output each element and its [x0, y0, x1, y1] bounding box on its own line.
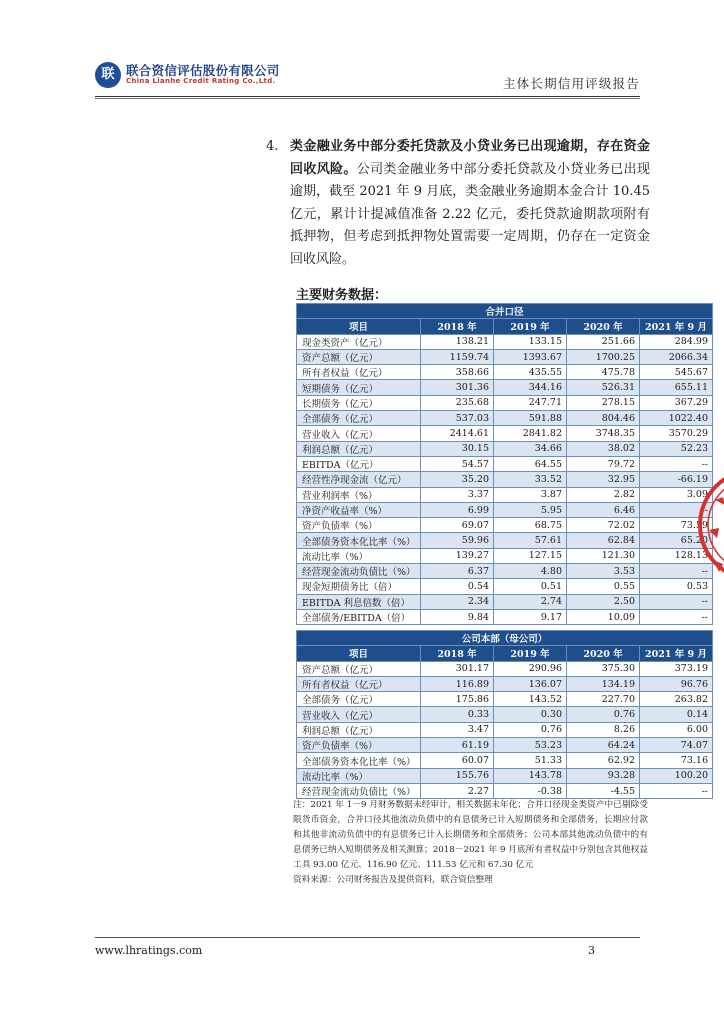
table-cell: 247.71 [494, 395, 567, 410]
table-cell: 10.09 [567, 609, 640, 624]
table-row [297, 753, 713, 768]
table-cell: 2066.34 [640, 349, 713, 364]
column-header: 2021 年 9 月 [640, 646, 713, 661]
row-label: 净资产收益率（%） [297, 502, 421, 517]
table-cell: 1393.67 [494, 349, 567, 364]
section-header: 公司本部（母公司） [297, 631, 713, 646]
table-cell: 127.15 [494, 548, 567, 563]
column-header: 2019 年 [494, 319, 567, 334]
table-cell: 0.53 [640, 579, 713, 594]
row-label: EBITDA（亿元） [297, 456, 421, 471]
table-cell: 3748.35 [567, 426, 640, 441]
table-cell: 59.96 [421, 533, 494, 548]
table-cell: 375.30 [567, 661, 640, 676]
table-cell: 138.21 [421, 334, 494, 349]
table-cell: -0.38 [494, 783, 567, 798]
table-cell: 6.99 [421, 502, 494, 517]
table-cell: -66.19 [640, 472, 713, 487]
table-cell: 3.09 [640, 487, 713, 502]
data-source: 资料来源：公司财务报告及提供资料，联合资信整理 [293, 875, 493, 885]
table-cell: 155.76 [421, 768, 494, 783]
table-cell: 2.27 [421, 783, 494, 798]
parent-financial-table [296, 630, 713, 799]
column-header: 2020 年 [567, 646, 640, 661]
company-name-en: China Lianhe Credit Rating Co.,Ltd. [126, 77, 276, 85]
table-cell: 3.53 [567, 564, 640, 579]
table-cell: 116.89 [421, 676, 494, 691]
row-label: 经营现金流动负债比（%） [297, 783, 421, 798]
table-row [297, 548, 713, 563]
row-label: 流动比率（%） [297, 548, 421, 563]
table-cell: -- [640, 783, 713, 798]
row-label: EBITDA 利息倍数（倍） [297, 594, 421, 609]
table-header-row [297, 319, 713, 334]
table-cell: 38.02 [567, 441, 640, 456]
table-cell: 134.19 [567, 676, 640, 691]
table-cell: 8.26 [567, 722, 640, 737]
table-cell: 62.84 [567, 533, 640, 548]
table-row [297, 426, 713, 441]
table-row [297, 594, 713, 609]
table-cell: 35.20 [421, 472, 494, 487]
table-cell: 284.99 [640, 334, 713, 349]
table-cell: 73.59 [640, 518, 713, 533]
table-cell: 54.57 [421, 456, 494, 471]
row-label: 现金类资产（亿元） [297, 334, 421, 349]
column-header: 2020 年 [567, 319, 640, 334]
table-cell: 51.33 [494, 753, 567, 768]
table-cell: 0.76 [494, 722, 567, 737]
row-label: 短期债务（亿元） [297, 380, 421, 395]
table-note: 注：2021 年 1－9 月财务数据未经审计，相关数据未年化；合并口径现金类资产中已剔除受限货币资金，合并口径其他流动负债中的有息债务已计入短期债务和全部债务，长期应付款和其他非流动负债中的有息债务已计入长期债务和全部债务；公司本部其他流动负债中的有息债务已纳入短期债务及相关测算；2018－2021 年 9 月底所有者权益中分别包含其他权益工具 93.00 亿元、116.90 亿元、111.53 亿元和 67.30 亿元 [293, 800, 648, 870]
column-header: 项目 [297, 646, 421, 661]
table-cell: 3.47 [421, 722, 494, 737]
table-cell: 301.36 [421, 380, 494, 395]
table-cell: 0.54 [421, 579, 494, 594]
table-cell: 133.15 [494, 334, 567, 349]
table-row [297, 441, 713, 456]
table-row [297, 609, 713, 624]
table-row [297, 783, 713, 798]
table-cell: 121.30 [567, 548, 640, 563]
table-row [297, 707, 713, 722]
table-cell: 65.20 [640, 533, 713, 548]
row-label: 全部债务/EBITDA（倍） [297, 609, 421, 624]
table-cell: 79.72 [567, 456, 640, 471]
table-cell: 100.20 [640, 768, 713, 783]
table-row [297, 349, 713, 364]
row-label: 全部债务资本化比率（%） [297, 753, 421, 768]
table-cell: 30.15 [421, 441, 494, 456]
row-label: 长期债务（亿元） [297, 395, 421, 410]
row-label: 资产总额（亿元） [297, 349, 421, 364]
table-cell: 373.19 [640, 661, 713, 676]
row-label: 经营现金流动负债比（%） [297, 564, 421, 579]
table-cell: 804.46 [567, 411, 640, 426]
table-cell: 5.95 [494, 502, 567, 517]
table-cell: 1159.74 [421, 349, 494, 364]
report-type: 主体长期信用评级报告 [502, 76, 640, 91]
row-label: 营业利润率（%） [297, 487, 421, 502]
table-cell: 278.15 [567, 395, 640, 410]
row-label: 所有者权益（亿元） [297, 365, 421, 380]
table-cell: -- [640, 594, 713, 609]
header-divider-thin [95, 98, 640, 99]
table-cell: 32.95 [567, 472, 640, 487]
row-label: 资产总额（亿元） [297, 661, 421, 676]
table-cell: 69.07 [421, 518, 494, 533]
row-label: 利润总额（亿元） [297, 722, 421, 737]
column-header: 2018 年 [421, 646, 494, 661]
table-cell: 2.74 [494, 594, 567, 609]
table-cell: 0.55 [567, 579, 640, 594]
table-cell: 0.33 [421, 707, 494, 722]
table-cell: 4.80 [494, 564, 567, 579]
table-cell: 227.70 [567, 692, 640, 707]
table-row [297, 395, 713, 410]
table-cell: 2.82 [567, 487, 640, 502]
table-cell: 52.23 [640, 441, 713, 456]
table-row [297, 579, 713, 594]
table-cell: 74.07 [640, 738, 713, 753]
section-header: 合并口径 [297, 304, 713, 319]
table-cell: 72.02 [567, 518, 640, 533]
table-row [297, 768, 713, 783]
table-cell: -- [640, 456, 713, 471]
table-cell: -- [640, 502, 713, 517]
row-label: 现金短期债务比（倍） [297, 579, 421, 594]
table-cell: 9.17 [494, 609, 567, 624]
table-cell: 143.52 [494, 692, 567, 707]
table-cell: 9.84 [421, 609, 494, 624]
table-cell: 33.52 [494, 472, 567, 487]
row-label: 营业收入（亿元） [297, 707, 421, 722]
table-cell: 68.75 [494, 518, 567, 533]
table-header-row [297, 646, 713, 661]
paragraph-number: 4. [266, 139, 279, 154]
page-header [95, 58, 640, 94]
row-label: 资产负债率（%） [297, 738, 421, 753]
row-label: 全部债务资本化比率（%） [297, 533, 421, 548]
table-cell: -- [640, 609, 713, 624]
table-row [297, 722, 713, 737]
table-row [297, 472, 713, 487]
table-cell: 6.46 [567, 502, 640, 517]
table-row [297, 456, 713, 471]
table-cell: 57.61 [494, 533, 567, 548]
table-cell: 235.68 [421, 395, 494, 410]
table-row [297, 738, 713, 753]
company-name-cn: 联合资信评估股份有限公司 [126, 63, 280, 78]
table-row [297, 533, 713, 548]
table-cell: 143.78 [494, 768, 567, 783]
paragraph-heading: 类金融业务中部分委托贷款及小贷业务已出现逾期，存在资金回收风险。 [290, 139, 650, 177]
table-cell: 526.31 [567, 380, 640, 395]
table-cell: 128.13 [640, 548, 713, 563]
risk-paragraph [266, 136, 650, 271]
table-row [297, 411, 713, 426]
table-cell: 6.00 [640, 722, 713, 737]
row-label: 全部债务（亿元） [297, 411, 421, 426]
table-cell: 537.03 [421, 411, 494, 426]
company-logo-icon: 联 [95, 62, 121, 88]
table-row [297, 518, 713, 533]
table-cell: 435.55 [494, 365, 567, 380]
table-cell: 1700.25 [567, 349, 640, 364]
table-cell: 290.96 [494, 661, 567, 676]
table-cell: 2.50 [567, 594, 640, 609]
row-label: 所有者权益（亿元） [297, 676, 421, 691]
table-cell: 3.87 [494, 487, 567, 502]
footer-divider [95, 937, 640, 938]
row-label: 经营性净现金流（亿元） [297, 472, 421, 487]
table-cell: 0.51 [494, 579, 567, 594]
table-cell: 358.66 [421, 365, 494, 380]
column-header: 2018 年 [421, 319, 494, 334]
table-cell: 53.23 [494, 738, 567, 753]
table-cell: 251.66 [567, 334, 640, 349]
row-label: 利润总额（亿元） [297, 441, 421, 456]
table-cell: 0.14 [640, 707, 713, 722]
table-cell: -4.55 [567, 783, 640, 798]
table-cell: 344.16 [494, 380, 567, 395]
table-cell: 93.28 [567, 768, 640, 783]
table-cell: 1022.40 [640, 411, 713, 426]
table-cell: 62.92 [567, 753, 640, 768]
table-cell: 2414.61 [421, 426, 494, 441]
paragraph-body: 公司类金融业务中部分委托贷款及小贷业务已出现逾期，截至 2021 年 9 月底，类金融业务逾期本金合计 10.45 亿元，累计计提减值准备 2.22 亿元，委托贷款逾期款项附有抵押物，但考虑到抵押物处置需要一定周期，仍存在一定资金回收风险。 [290, 161, 650, 267]
table-cell: 34.66 [494, 441, 567, 456]
seal-stamp-icon [695, 440, 724, 610]
table-cell: 175.86 [421, 692, 494, 707]
table-row [297, 380, 713, 395]
consolidated-financial-table [296, 303, 713, 625]
table-row [297, 365, 713, 380]
header-divider [95, 96, 640, 97]
table-cell: 263.82 [640, 692, 713, 707]
table-row [297, 334, 713, 349]
table-cell: -- [640, 564, 713, 579]
table-cell: 301.17 [421, 661, 494, 676]
table-cell: 60.07 [421, 753, 494, 768]
table-row [297, 564, 713, 579]
table-row [297, 661, 713, 676]
table-cell: 0.30 [494, 707, 567, 722]
table-cell: 136.07 [494, 676, 567, 691]
table-cell: 3.37 [421, 487, 494, 502]
table-cell: 6.37 [421, 564, 494, 579]
table-row [297, 676, 713, 691]
table-cell: 2.34 [421, 594, 494, 609]
table-row [297, 502, 713, 517]
row-label: 流动比率（%） [297, 768, 421, 783]
table-cell: 96.76 [640, 676, 713, 691]
table-cell: 73.16 [640, 753, 713, 768]
footer-url[interactable]: www.lhratings.com [95, 944, 203, 957]
table-row [297, 692, 713, 707]
row-label: 资产负债率（%） [297, 518, 421, 533]
table-cell: 61.19 [421, 738, 494, 753]
column-header: 2021 年 9 月 [640, 319, 713, 334]
table-cell: 545.67 [640, 365, 713, 380]
page-number: 3 [588, 944, 595, 957]
table-cell: 139.27 [421, 548, 494, 563]
table-row [297, 487, 713, 502]
table-cell: 475.78 [567, 365, 640, 380]
table-title: 主要财务数据： [296, 288, 388, 303]
column-header: 2019 年 [494, 646, 567, 661]
table-cell: 64.24 [567, 738, 640, 753]
table-cell: 64.55 [494, 456, 567, 471]
row-label: 营业收入（亿元） [297, 426, 421, 441]
table-cell: 2841.82 [494, 426, 567, 441]
table-cell: 367.29 [640, 395, 713, 410]
table-cell: 3570.29 [640, 426, 713, 441]
column-header: 项目 [297, 319, 421, 334]
table-cell: 591.88 [494, 411, 567, 426]
table-cell: 655.11 [640, 380, 713, 395]
row-label: 全部债务（亿元） [297, 692, 421, 707]
table-cell: 0.76 [567, 707, 640, 722]
